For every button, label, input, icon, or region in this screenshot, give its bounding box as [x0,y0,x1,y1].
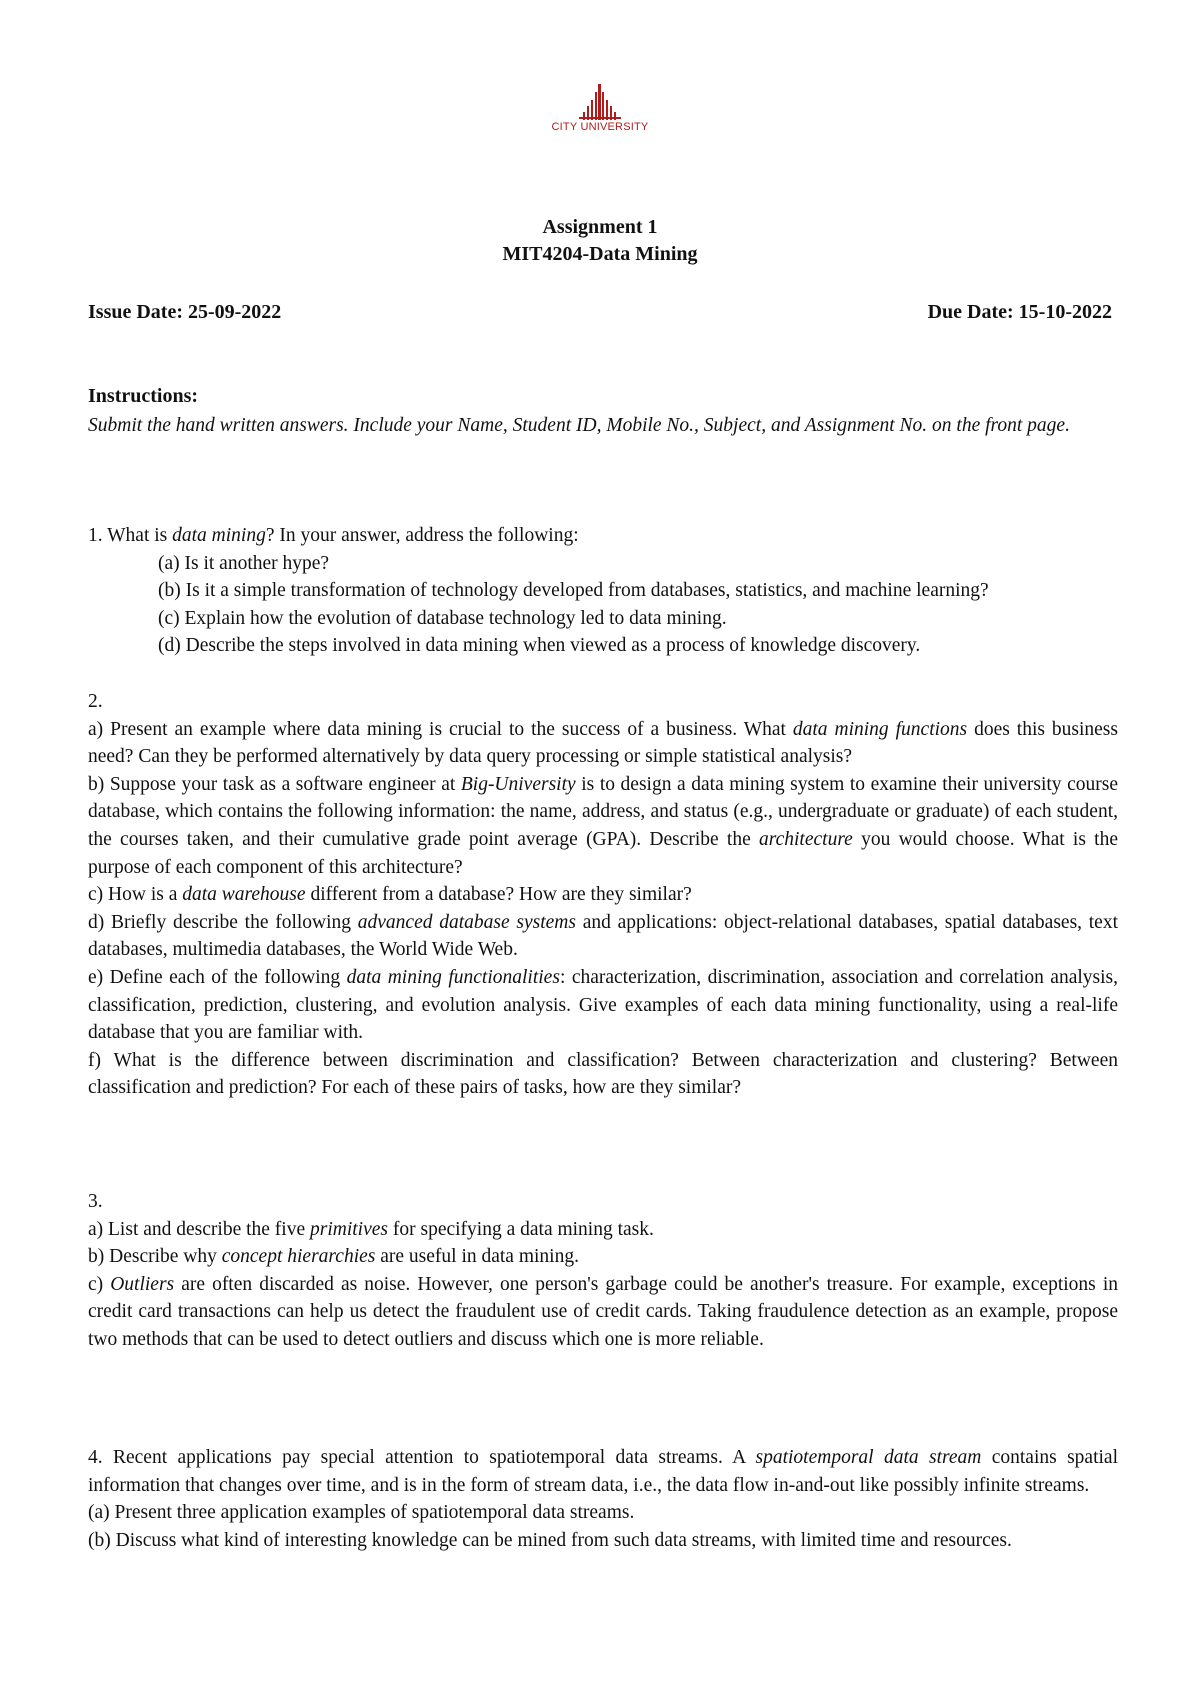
due-date: Due Date: 15-10-2022 [927,301,1112,323]
question-4-part-a: (a) Present three application examples of spatiotemporal data streams. [88,1502,635,1524]
question-3 [88,1188,1118,1354]
tower-icon [575,84,625,120]
question-3-number: 3. [88,1191,103,1212]
issue-date: Issue Date: 25-09-2022 [88,301,282,323]
instructions-text: Submit the hand written answers. Include your Name, Student ID, Mobile No., Subject, and Assignment No. on the front page. [88,415,1070,436]
question-1-item-a: (a) Is it another hype? [158,552,330,574]
question-1-stem: 1. What is data mining? In your answer, address the following: [88,525,579,546]
question-3-part-b: b) Describe why concept hierarchies are useful in data mining. [88,1246,579,1268]
question-1-item-b: (b) Is it a simple transformation of technology developed from databases, statistics, and machine learning? [158,580,989,602]
question-2 [88,688,1118,1102]
question-1-item-d: (d) Describe the steps involved in data mining when viewed as a process of knowledge discovery. [158,635,921,657]
question-2-part-a: a) Present an example where data mining is crucial to the success of a business. What data mining functions does this business need? Can they be performed alternatively by data query processing or simple statistical analysis? [88,718,1118,768]
question-1-item-c: (c) Explain how the evolution of database technology led to data mining. [158,607,727,629]
question-2-number: 2. [88,691,103,712]
instructions-heading: Instructions: [88,385,199,407]
question-2-part-c: c) How is a data warehouse different from a database? How are they similar? [88,884,692,906]
question-2-part-f: f) What is the difference between discrimination and classification? Between characterization and clustering? Between classification and prediction? For each of these pairs of tasks, how are they similar? [88,1049,1118,1099]
university-logo [537,84,663,136]
question-3-part-a: a) List and describe the five primitives for specifying a data mining task. [88,1218,654,1240]
question-4-stem: 4. Recent applications pay special attention to spatiotemporal data streams. A spatiotemporal data stream contains spatial information that changes over time, and is in the form of stream data, i.e., the data flow in-and-out like possibly infinite streams. [88,1447,1118,1496]
logo-text: CITY UNIVERSITY [551,121,649,133]
question-2-part-b: b) Suppose your task as a software engineer at Big-University is to design a data mining system to examine their university course database, which contains the following information: the name, address, and status (e.g., undergraduate or graduate) of each student, the courses taken, and their cumulative grade point average (GPA). Describe the architecture you would choose. What is the purpose of each component of this architecture? [88,773,1118,878]
assignment-title: Assignment 1 [542,216,658,238]
question-4 [88,1444,1118,1554]
question-4-part-b: (b) Discuss what kind of interesting knowledge can be mined from such data streams, with limited time and resources. [88,1529,1012,1551]
course-title: MIT4204-Data Mining [502,243,698,265]
question-3-part-c: c) Outliers are often discarded as noise. However, one person's garbage could be another's treasure. For example, exceptions in credit card transactions can help us detect the fraudulent use of credit cards. Taking fraudulence detection as an example, propose two methods that can be used to detect outliers and discuss which one is more reliable. [88,1273,1118,1350]
question-2-part-d: d) Briefly describe the following advanced database systems and applications: object-relational databases, spatial databases, text databases, multimedia databases, the World Wide Web. [88,911,1119,961]
question-1 [88,522,1118,660]
question-2-part-e: e) Define each of the following data mining functionalities: characterization, discrimination, association and correlation analysis, classification, prediction, clustering, and evolution analysis. Give examples of each data mining functionality, using a real-life database that you are familiar with. [88,966,1118,1044]
